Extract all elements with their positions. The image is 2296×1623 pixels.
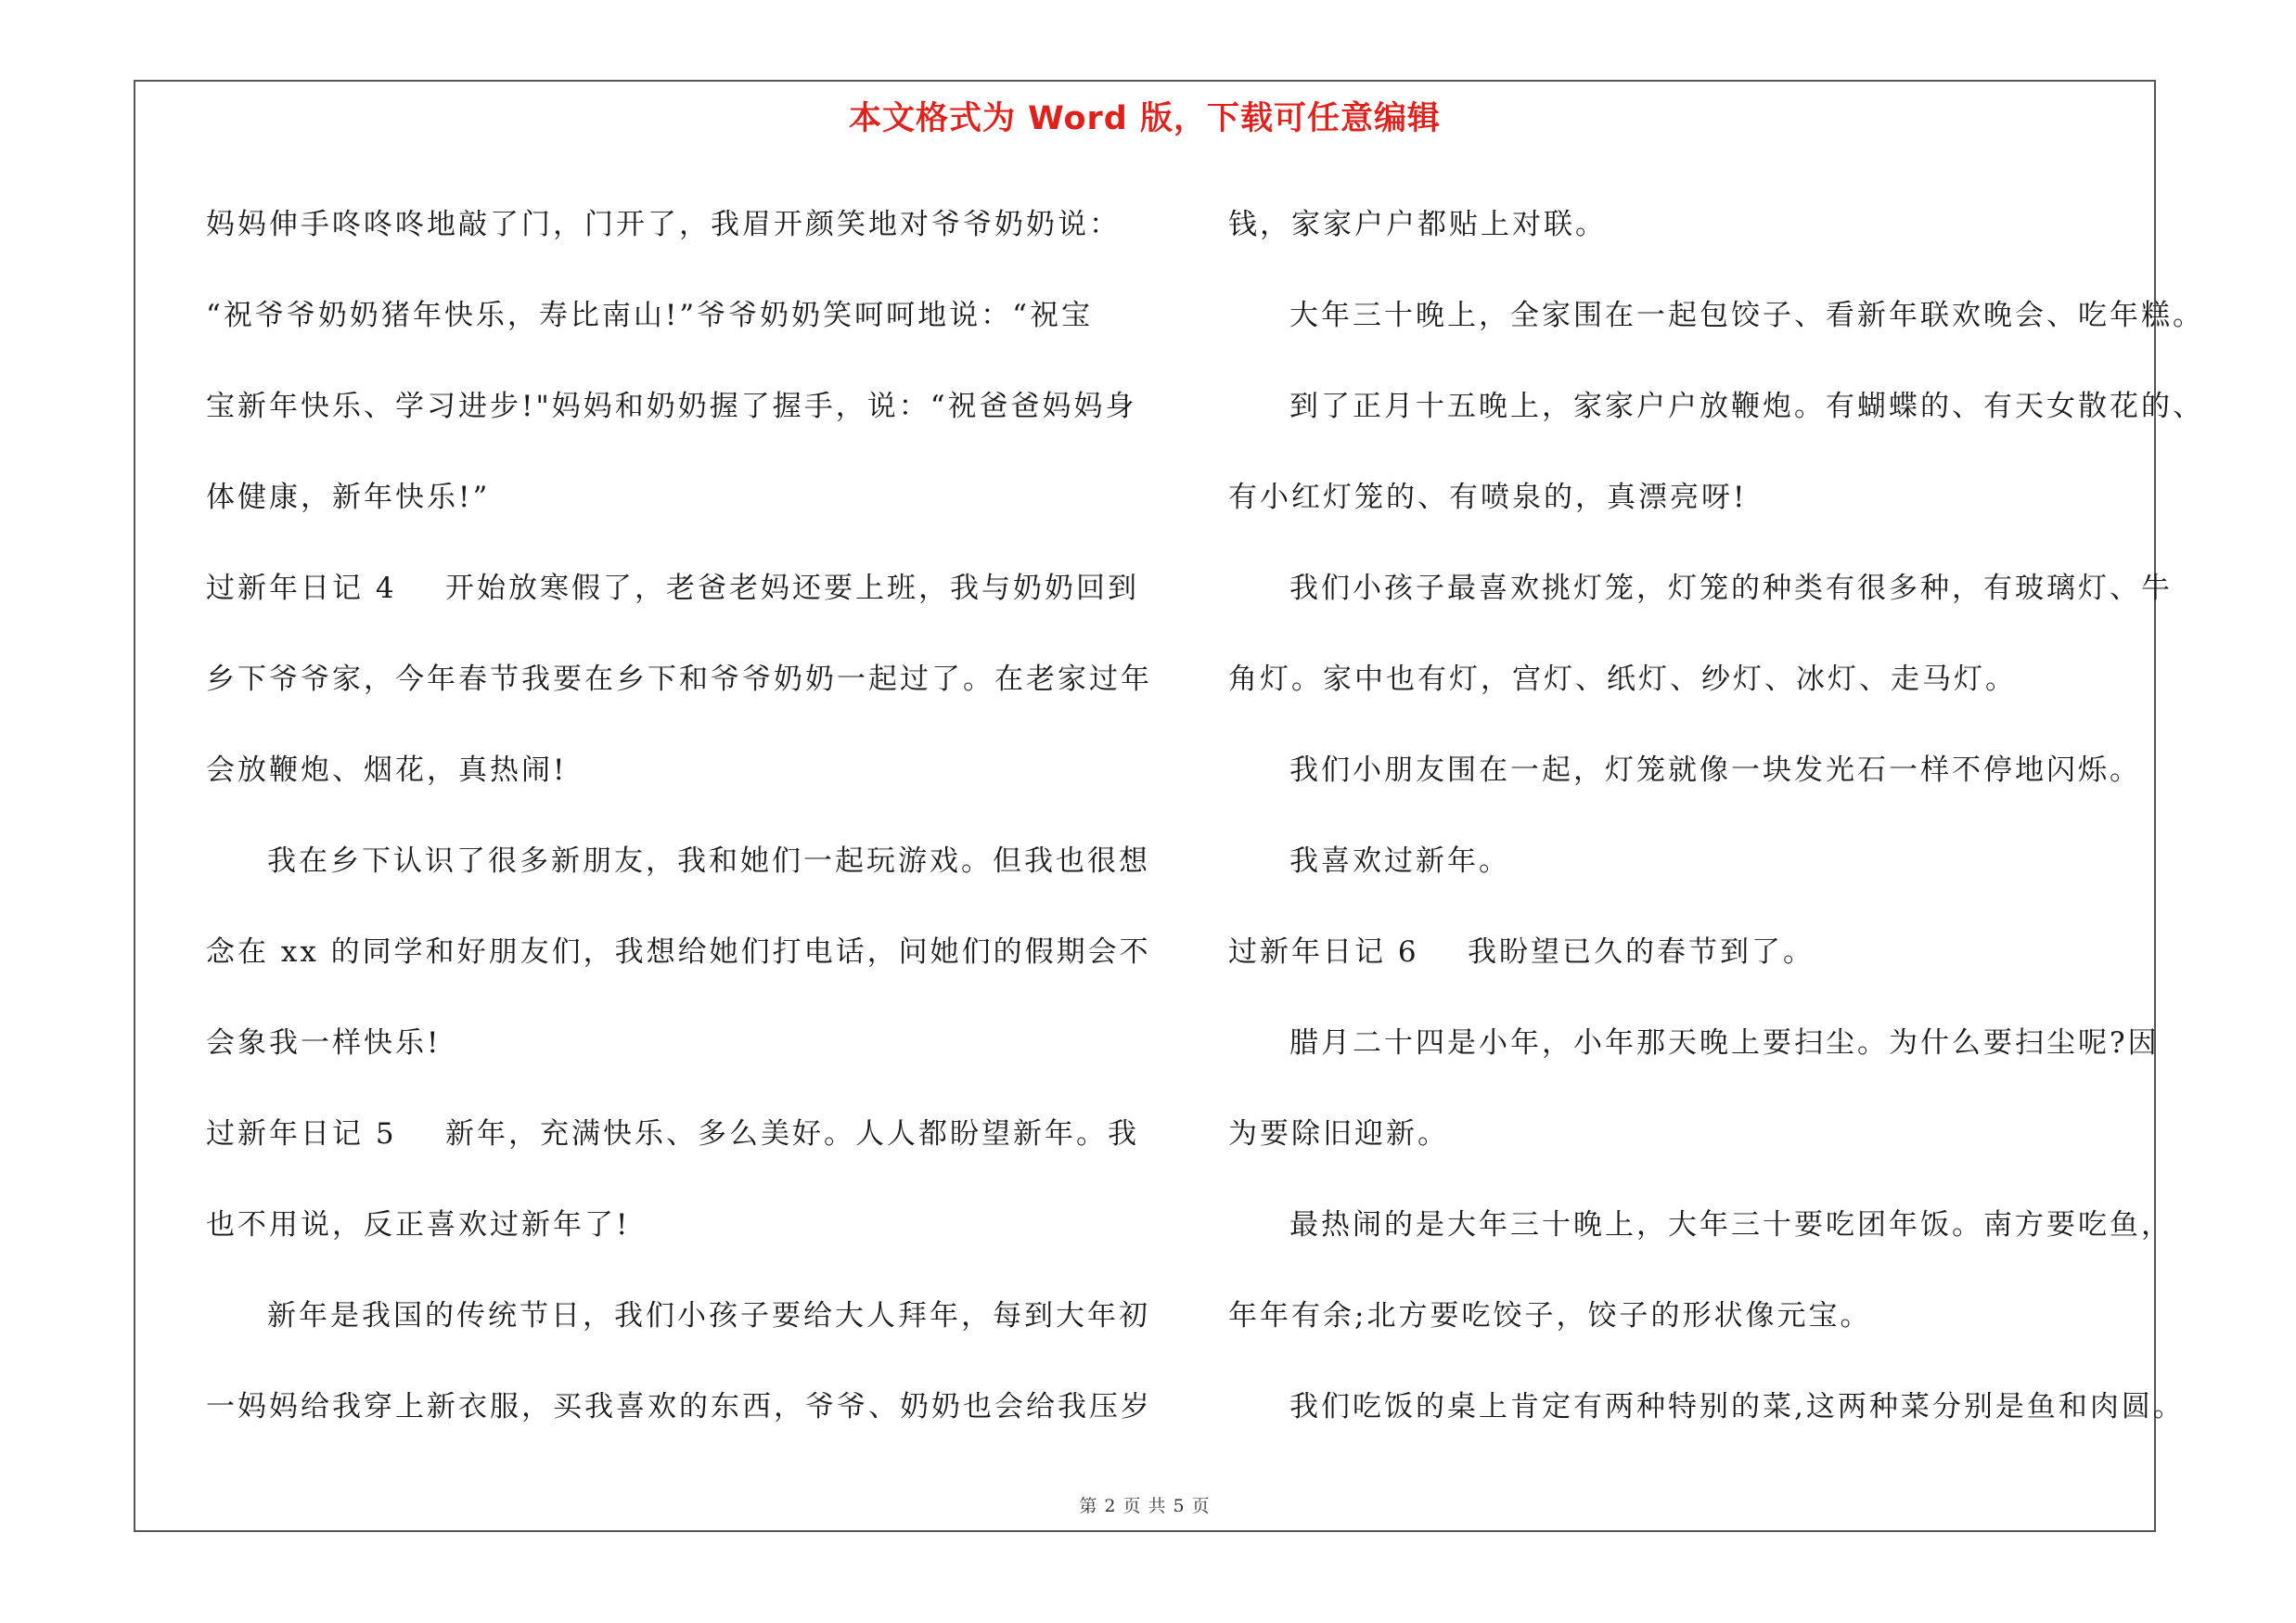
diary-entry-title: 过新年日记 5: [206, 1117, 397, 1151]
text-span: 我盼望已久的春节到了。: [1468, 935, 1815, 969]
text-line: 也不用说，反正喜欢过新年了!: [206, 1208, 631, 1242]
text-line: 我们小朋友围在一起，灯笼就像一块发光石一样不停地闪烁。: [1289, 754, 2141, 787]
text-line: 念在 xx 的同学和好朋友们，我想给她们打电话，问她们的假期会不: [206, 935, 1151, 969]
diary-entry-6-first-line: [1228, 907, 2156, 998]
text-line: 大年三十晚上，全家围在一起包饺子、看新年联欢晚会、吃年糕。: [1289, 299, 2204, 332]
text-line: 钱，家家户户都贴上对联。: [1228, 208, 1607, 241]
page-number-footer: 第 2 页 共 5 页: [1079, 1496, 1211, 1516]
format-notice-banner: 本文格式为 Word 版，下载可任意编辑: [848, 100, 1442, 137]
text-line: “祝爷爷奶奶猪年快乐，寿比南山!”爷爷奶奶笑呵呵地说：“祝宝: [206, 299, 1093, 332]
text-line: 会放鞭炮、烟花，真热闹!: [206, 754, 568, 787]
text-line: 最热闹的是大年三十晚上，大年三十要吃团年饭。南方要吃鱼，: [1289, 1208, 2173, 1242]
text-span: 开始放寒假了，老爸老妈还要上班，我与奶奶回到: [445, 572, 1139, 605]
diary-entry-4-first-line: [206, 543, 1139, 634]
text-line: 我在乡下认识了很多新朋友，我和她们一起玩游戏。但我也很想: [267, 844, 1150, 878]
text-line: 腊月二十四是小年，小年那天晚上要扫尘。为什么要扫尘呢?因: [1289, 1026, 2160, 1060]
text-line: 我们小孩子最喜欢挑灯笼，灯笼的种类有很多种，有玻璃灯、牛: [1289, 572, 2173, 605]
diary-entry-title: 过新年日记 4: [206, 572, 397, 605]
text-line: 宝新年快乐、学习进步!"妈妈和奶奶握了握手，说：“祝爸爸妈妈身: [206, 390, 1137, 423]
text-span: 新年，充满快乐、多么美好。人人都盼望新年。我: [445, 1117, 1139, 1151]
document-page: [134, 80, 2204, 1532]
text-line: 角灯。家中也有灯，宫灯、纸灯、纱灯、冰灯、走马灯。: [1228, 663, 2017, 696]
diary-entry-title: 过新年日记 6: [1228, 935, 1419, 969]
text-line: 新年是我国的传统节日，我们小孩子要给大人拜年，每到大年初: [267, 1299, 1150, 1333]
text-line: 一妈妈给我穿上新衣服，买我喜欢的东西，爷爷、奶奶也会给我压岁: [206, 1390, 1152, 1423]
text-line: 会象我一样快乐!: [206, 1026, 442, 1060]
left-text-column: [206, 179, 1152, 1452]
text-line: 我们吃饭的桌上肯定有两种特别的菜,这两种菜分别是鱼和肉圆。: [1289, 1390, 2185, 1423]
text-line: 体健康，新年快乐!”: [206, 481, 491, 514]
text-line: 我喜欢过新年。: [1289, 844, 1510, 878]
text-line: 年年有余;北方要吃饺子，饺子的形状像元宝。: [1228, 1299, 1872, 1333]
text-line: 妈妈伸手咚咚咚地敲了门，门开了，我眉开颜笑地对爷爷奶奶说：: [206, 208, 1121, 241]
text-line: 乡下爷爷家，今年春节我要在乡下和爷爷奶奶一起过了。在老家过年: [206, 663, 1152, 696]
right-text-column: [1228, 179, 2204, 1452]
diary-entry-5-first-line: [206, 1088, 1139, 1179]
text-line: 有小红灯笼的、有喷泉的，真漂亮呀!: [1228, 481, 1748, 514]
text-line: 为要除旧迎新。: [1228, 1117, 1449, 1151]
text-line: 到了正月十五晚上，家家户户放鞭炮。有蝴蝶的、有天女散花的、: [1289, 390, 2204, 423]
